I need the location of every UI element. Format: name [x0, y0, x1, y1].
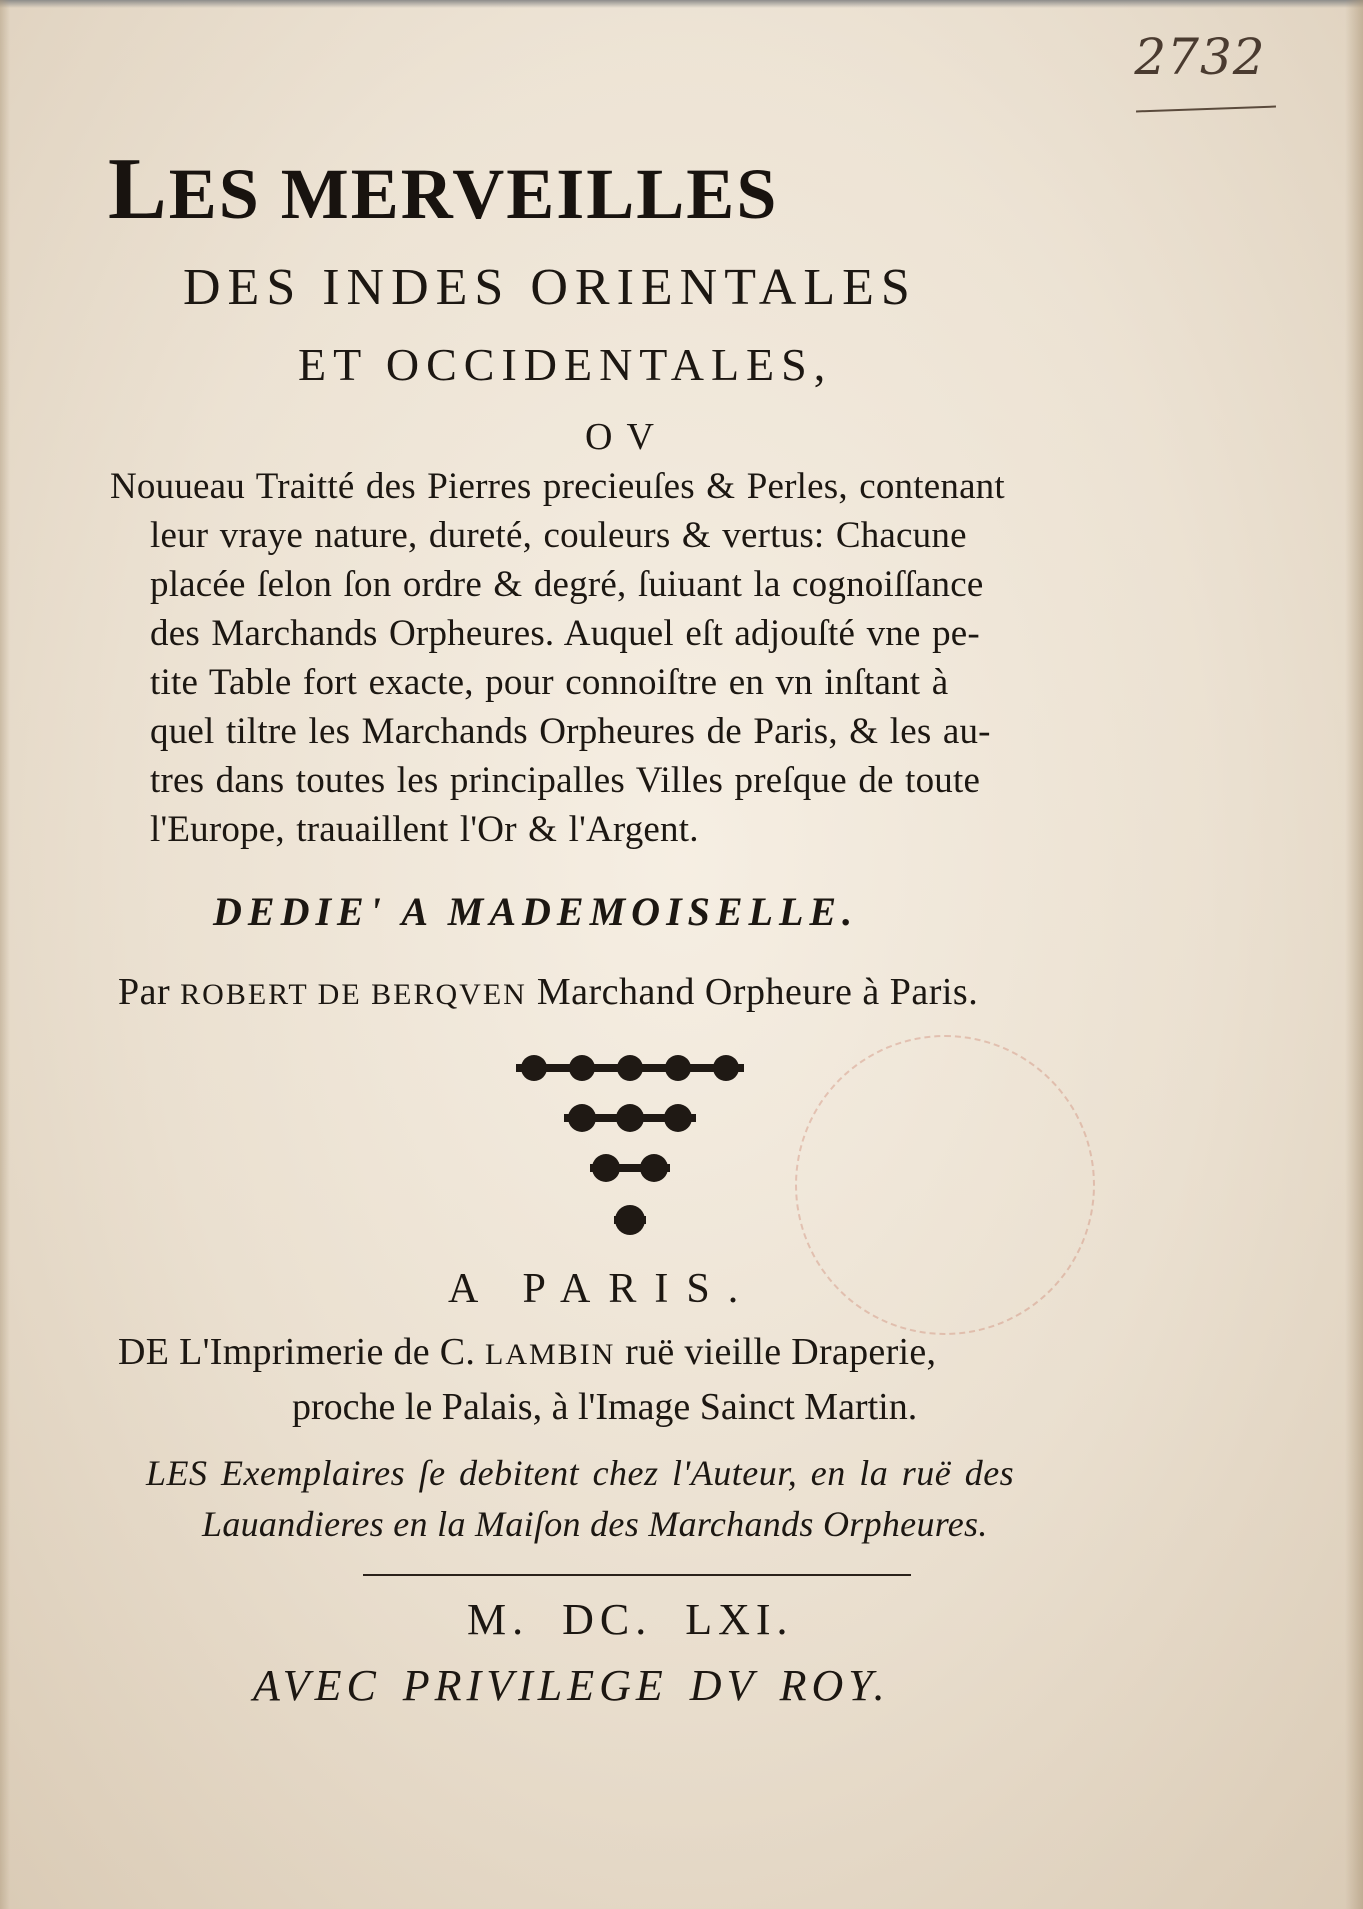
- privilege-line: AVEC PRIVILEGE DV ROY.: [253, 1661, 890, 1710]
- page-left-edge: [0, 0, 10, 1909]
- subtitle-line: Nouueau Traitté des Pierres precieuſes & Perles, contenant: [110, 466, 1005, 507]
- author-suffix: Marchand Orpheure à Paris.: [536, 971, 979, 1013]
- subtitle-line: leur vraye nature, dureté, couleurs & vertus: Chacune: [150, 515, 967, 556]
- faded-library-stamp: [795, 1035, 1095, 1335]
- imprint-prefix: DE: [118, 1331, 170, 1373]
- sale-note-line-1: LES Exemplaires ſe debitent chez l'Auteur, en la ruë des: [146, 1453, 1015, 1493]
- author-name: ROBERT DE BERQVEN: [180, 978, 527, 1011]
- dedication: DEDIE' A MADEMOISELLE.: [213, 889, 859, 934]
- imprint-mid: L'Imprimerie de C.: [179, 1331, 476, 1373]
- subtitle-line: l'Europe, trauaillent l'Or & l'Argent.: [150, 809, 699, 850]
- title-line-2: DES INDES ORIENTALES: [183, 259, 917, 316]
- title-initial: L: [108, 141, 169, 238]
- title-rest: ES MERVEILLES: [168, 154, 779, 234]
- shelfmark-underline: [1136, 106, 1276, 113]
- author-line: [118, 973, 978, 1011]
- fleuron-row-4: [614, 1205, 646, 1235]
- title-line-1: [108, 141, 779, 238]
- imprint-line-1: [118, 1333, 936, 1371]
- subtitle-line: quel tiltre les Marchands Orpheures de Paris, & les au-: [150, 711, 991, 752]
- title-line-3: ET OCCIDENTALES,: [298, 339, 833, 390]
- imprint-rest: ruë vieille Draperie,: [625, 1331, 937, 1373]
- subtitle-line: tite Table fort exacte, pour connoiſtre en vn inſtant à: [150, 662, 949, 703]
- publication-date: M. DC. LXI.: [467, 1595, 794, 1644]
- fleuron-row-3: [590, 1154, 670, 1182]
- fleuron-ornament-icon: [510, 1048, 750, 1248]
- title-line-ov: OV: [585, 416, 668, 458]
- author-prefix: Par: [118, 971, 171, 1013]
- printer-name: LAMBIN: [485, 1338, 616, 1371]
- handwritten-shelfmark: 2732: [1134, 28, 1266, 86]
- subtitle-line: des Marchands Orpheures. Auquel eſt adjouſté vne pe-: [150, 613, 980, 654]
- page-right-edge: [1345, 0, 1363, 1909]
- horizontal-rule: [363, 1574, 911, 1576]
- subtitle-line: tres dans toutes les principalles Villes preſque de toute: [150, 760, 981, 801]
- subtitle-line: placée ſelon ſon ordre & degré, ſuiuant la cognoiſſance: [150, 564, 984, 605]
- imprint-city: A PARIS.: [448, 1266, 757, 1312]
- imprint-line-2: proche le Palais, à l'Image Sainct Martin.: [292, 1386, 918, 1428]
- fleuron-row-1: [516, 1055, 744, 1081]
- page-top-edge: [0, 0, 1363, 8]
- sale-note-line-2: Lauandieres en la Maiſon des Marchands Orpheures.: [202, 1504, 988, 1544]
- fleuron-row-2: [564, 1104, 696, 1132]
